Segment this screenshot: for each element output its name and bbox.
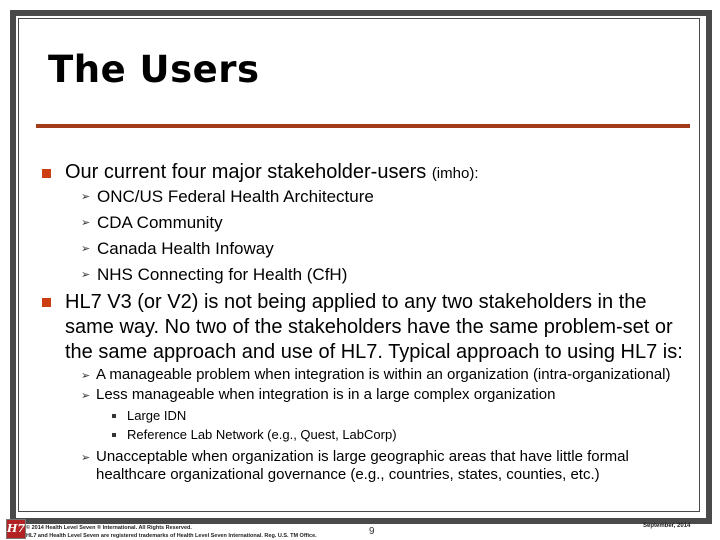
small-square-bullet-icon <box>112 414 116 418</box>
title-underline <box>36 124 690 128</box>
list-item: NHS Connecting for Health (CfH) <box>97 265 348 284</box>
bullet-1-suffix: (imho): <box>431 165 479 182</box>
bullet-1-text <box>65 160 478 186</box>
arrow-bullet-icon: ➢ <box>81 217 91 229</box>
list-item-line-2: healthcare organizational governance (e.g., countries, states, counties, etc.) <box>96 466 600 483</box>
footer-date: September, 2014 <box>643 523 691 529</box>
list-item: Less manageable when integration is in a large complex organization <box>96 386 556 403</box>
page-number: 9 <box>369 526 375 537</box>
list-item: A manageable problem when integration is within an organization (intra-organizational) <box>96 366 671 383</box>
list-item: ONC/US Federal Health Architecture <box>97 187 374 206</box>
sub-list-item: Reference Lab Network (e.g., Quest, LabCorp) <box>127 427 397 442</box>
arrow-bullet-icon: ➢ <box>81 452 91 464</box>
list-item: Canada Health Infoway <box>97 239 274 258</box>
list-item-line-1: Unacceptable when organization is large geographic areas that have little formal <box>96 448 629 465</box>
bullet-2-line-3: the same approach and use of HL7. Typical approach to using HL7 is: <box>65 341 683 363</box>
arrow-bullet-icon: ➢ <box>81 269 91 281</box>
square-bullet-icon <box>42 298 51 307</box>
arrow-bullet-icon: ➢ <box>81 243 91 255</box>
footer-copyright: © 2014 Health Level Seven ® International. All Rights Reserved. <box>26 525 192 531</box>
slide-title: The Users <box>48 48 260 91</box>
bullet-1-main: Our current four major stakeholder-users <box>65 161 427 183</box>
hl7-logo: H7 <box>6 519 26 539</box>
list-item: CDA Community <box>97 213 223 232</box>
sub-list-item: Large IDN <box>127 408 187 423</box>
arrow-bullet-icon: ➢ <box>81 390 91 402</box>
square-bullet-icon <box>42 169 51 178</box>
arrow-bullet-icon: ➢ <box>81 370 91 382</box>
small-square-bullet-icon <box>112 433 116 437</box>
bullet-2-line-1: HL7 V3 (or V2) is not being applied to any two stakeholders in the <box>65 291 647 313</box>
footer-trademark: HL7 and Health Level Seven are registered trademarks of Health Level Seven International. Reg. U.S. TM Office. <box>26 533 317 539</box>
bullet-2-line-2: same way. No two of the stakeholders have the same problem-set or <box>65 316 673 338</box>
arrow-bullet-icon: ➢ <box>81 191 91 203</box>
